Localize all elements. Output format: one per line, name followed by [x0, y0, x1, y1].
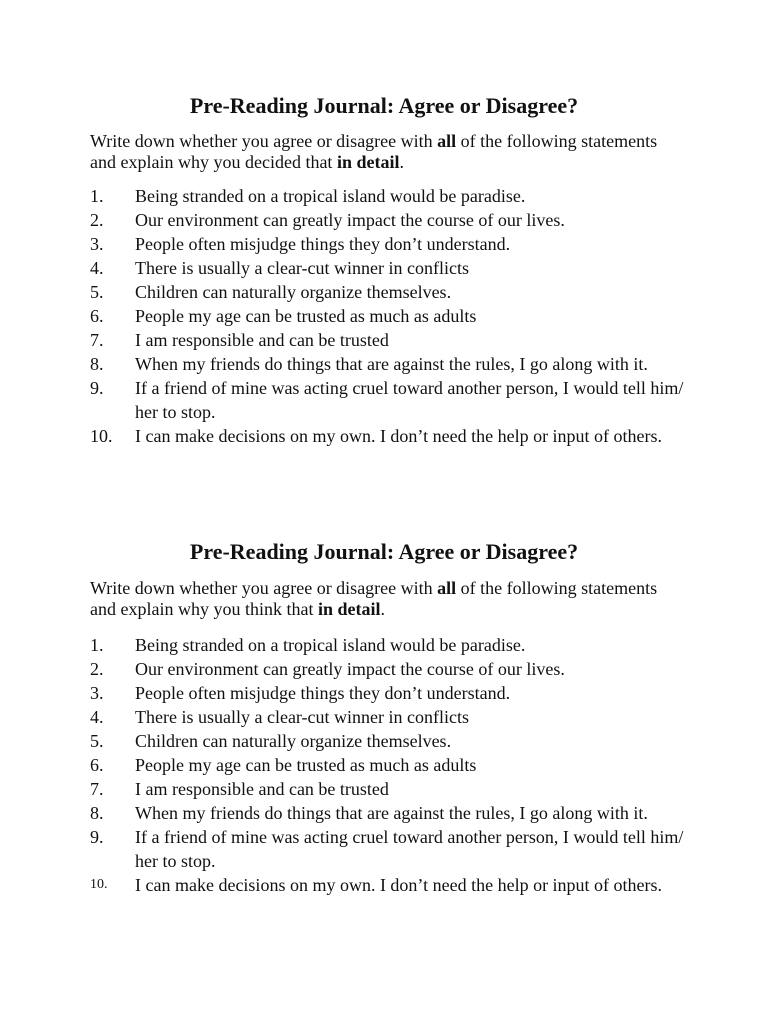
item-text: There is usually a clear-cut winner in conflicts: [135, 707, 470, 727]
item-number: 1.: [90, 635, 104, 655]
instructions-bold: all: [437, 578, 457, 598]
section-title: Pre-Reading Journal: Agree or Disagree?: [189, 539, 579, 564]
item-text: Children can naturally organize themselves.: [135, 282, 452, 302]
item-text: Being stranded on a tropical island would be paradise.: [135, 186, 526, 206]
journal-section-1: [0, 92, 768, 448]
list-item: [0, 304, 768, 328]
instructions: [90, 578, 680, 620]
list-item: [0, 232, 768, 256]
list-item: [0, 328, 768, 352]
instructions-text: .: [399, 152, 404, 172]
list-item: [0, 777, 768, 801]
item-text: I can make decisions on my own. I don’t need the help or input of others.: [135, 875, 663, 895]
item-text: I can make decisions on my own. I don’t need the help or input of others.: [135, 426, 663, 446]
instructions-text: of the following statements and explain why you think that: [90, 578, 658, 619]
item-text: People often misjudge things they don’t understand.: [135, 683, 511, 703]
item-number: 7.: [90, 330, 104, 350]
item-text: Being stranded on a tropical island would be paradise.: [135, 635, 526, 655]
item-number: 5.: [90, 731, 104, 751]
list-item: [0, 825, 768, 873]
item-text: People my age can be trusted as much as adults: [135, 306, 477, 326]
instructions-bold: in detail: [317, 599, 381, 619]
item-number: 10.: [90, 426, 113, 446]
item-number: 4.: [90, 258, 104, 278]
section-title: Pre-Reading Journal: Agree or Disagree?: [189, 93, 579, 118]
list-item: [0, 753, 768, 777]
list-item: [0, 801, 768, 825]
list-item: [0, 705, 768, 729]
instructions-bold: in detail: [336, 152, 400, 172]
item-number: 6.: [90, 306, 104, 326]
list-item: [0, 657, 768, 681]
item-number: 1.: [90, 186, 104, 206]
item-text: There is usually a clear-cut winner in conflicts: [135, 258, 470, 278]
item-number: 10.: [90, 877, 108, 892]
item-number: 8.: [90, 803, 104, 823]
item-text: Our environment can greatly impact the course of our lives.: [135, 659, 565, 679]
item-number: 9.: [90, 827, 104, 847]
instructions-text: Write down whether you agree or disagree with: [90, 578, 438, 598]
instructions: [90, 131, 680, 173]
item-number: 7.: [90, 779, 104, 799]
list-item: [0, 873, 768, 897]
item-text: People often misjudge things they don’t understand.: [135, 234, 511, 254]
item-text: I am responsible and can be trusted: [135, 330, 389, 350]
item-number: 2.: [90, 659, 104, 679]
item-text: When my friends do things that are against the rules, I go along with it.: [135, 803, 648, 823]
item-text: People my age can be trusted as much as adults: [135, 755, 477, 775]
item-number: 3.: [90, 234, 104, 254]
list-item: [0, 633, 768, 657]
list-item: [0, 184, 768, 208]
item-text: When my friends do things that are against the rules, I go along with it.: [135, 354, 648, 374]
journal-section-2: [0, 538, 768, 897]
list-item: [0, 256, 768, 280]
item-number: 5.: [90, 282, 104, 302]
item-number: 3.: [90, 683, 104, 703]
statement-list: [0, 184, 768, 448]
statement-list: [0, 633, 768, 897]
item-text: If a friend of mine was acting cruel toward another person, I would tell him/ her to stop.: [135, 378, 684, 422]
item-text: If a friend of mine was acting cruel toward another person, I would tell him/ her to stop.: [135, 827, 684, 871]
list-item: [0, 424, 768, 448]
list-item: [0, 352, 768, 376]
item-number: 4.: [90, 707, 104, 727]
list-item: [0, 208, 768, 232]
list-item: [0, 280, 768, 304]
list-item: [0, 729, 768, 753]
instructions-text: Write down whether you agree or disagree with: [90, 131, 438, 151]
instructions-text: .: [380, 599, 385, 619]
instructions-text: of the following statements and explain why you decided that: [90, 131, 658, 172]
item-text: Children can naturally organize themselves.: [135, 731, 452, 751]
item-number: 6.: [90, 755, 104, 775]
list-item: [0, 376, 768, 424]
item-number: 8.: [90, 354, 104, 374]
item-number: 2.: [90, 210, 104, 230]
list-item: [0, 681, 768, 705]
item-number: 9.: [90, 378, 104, 398]
instructions-bold: all: [437, 131, 457, 151]
item-text: I am responsible and can be trusted: [135, 779, 389, 799]
item-text: Our environment can greatly impact the course of our lives.: [135, 210, 565, 230]
